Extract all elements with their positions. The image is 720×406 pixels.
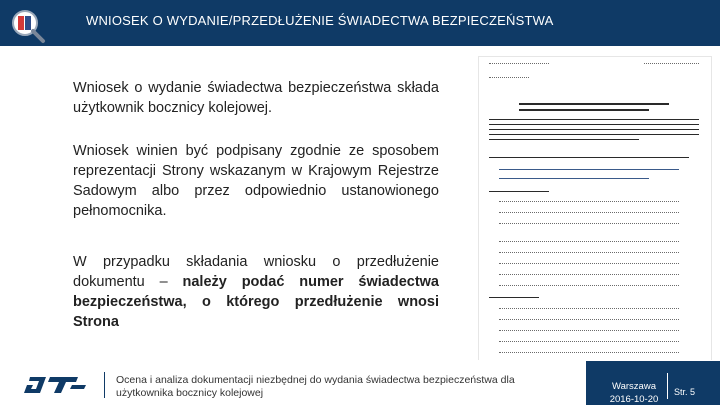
paragraph-renewal [73, 252, 439, 332]
footer-city: Warszawa [612, 381, 656, 392]
paragraph-renewal-lead: W przypadku składania wniosku o przedłużenie dokumentu – [73, 254, 439, 290]
page-title: WNIOSEK O WYDANIE/PRZEDŁUŻENIE ŚWIADECTWA BEZPIECZEŃSTWA [86, 13, 554, 28]
footer-date: 2016-10-20 [609, 394, 659, 405]
paragraph-renewal-emphasis: należy podać numer świadectwa bezpieczeństwa, o którego przedłużenie wnosi Strona [73, 274, 439, 330]
application-form-thumbnail [478, 56, 712, 364]
utk-logo-icon [20, 373, 90, 397]
footer-separator [104, 372, 105, 398]
page-number: Str. 5 [674, 387, 696, 397]
paragraph-signature: Wniosek winien być podpisany zgodnie ze sposobem reprezentacji Strony wskazanym w Krajowym Rejestrze Sadowym albo przez odpowiednio ustanowionego pełnomocnika. [73, 143, 439, 219]
paragraph-applicant: Wniosek o wydanie świadectwa bezpieczeństwa składa użytkownik bocznicy kolejowej. [73, 80, 439, 116]
magnifier-document-icon [10, 8, 46, 44]
footer-location-date [600, 380, 668, 406]
footer-description: Ocena i analiza dokumentacji niezbędnej do wydania świadectwa bezpieczeństwa dla użytkownika bocznicy kolejowej [116, 374, 515, 399]
header-bar [0, 0, 720, 46]
footer-info-separator [667, 373, 668, 399]
